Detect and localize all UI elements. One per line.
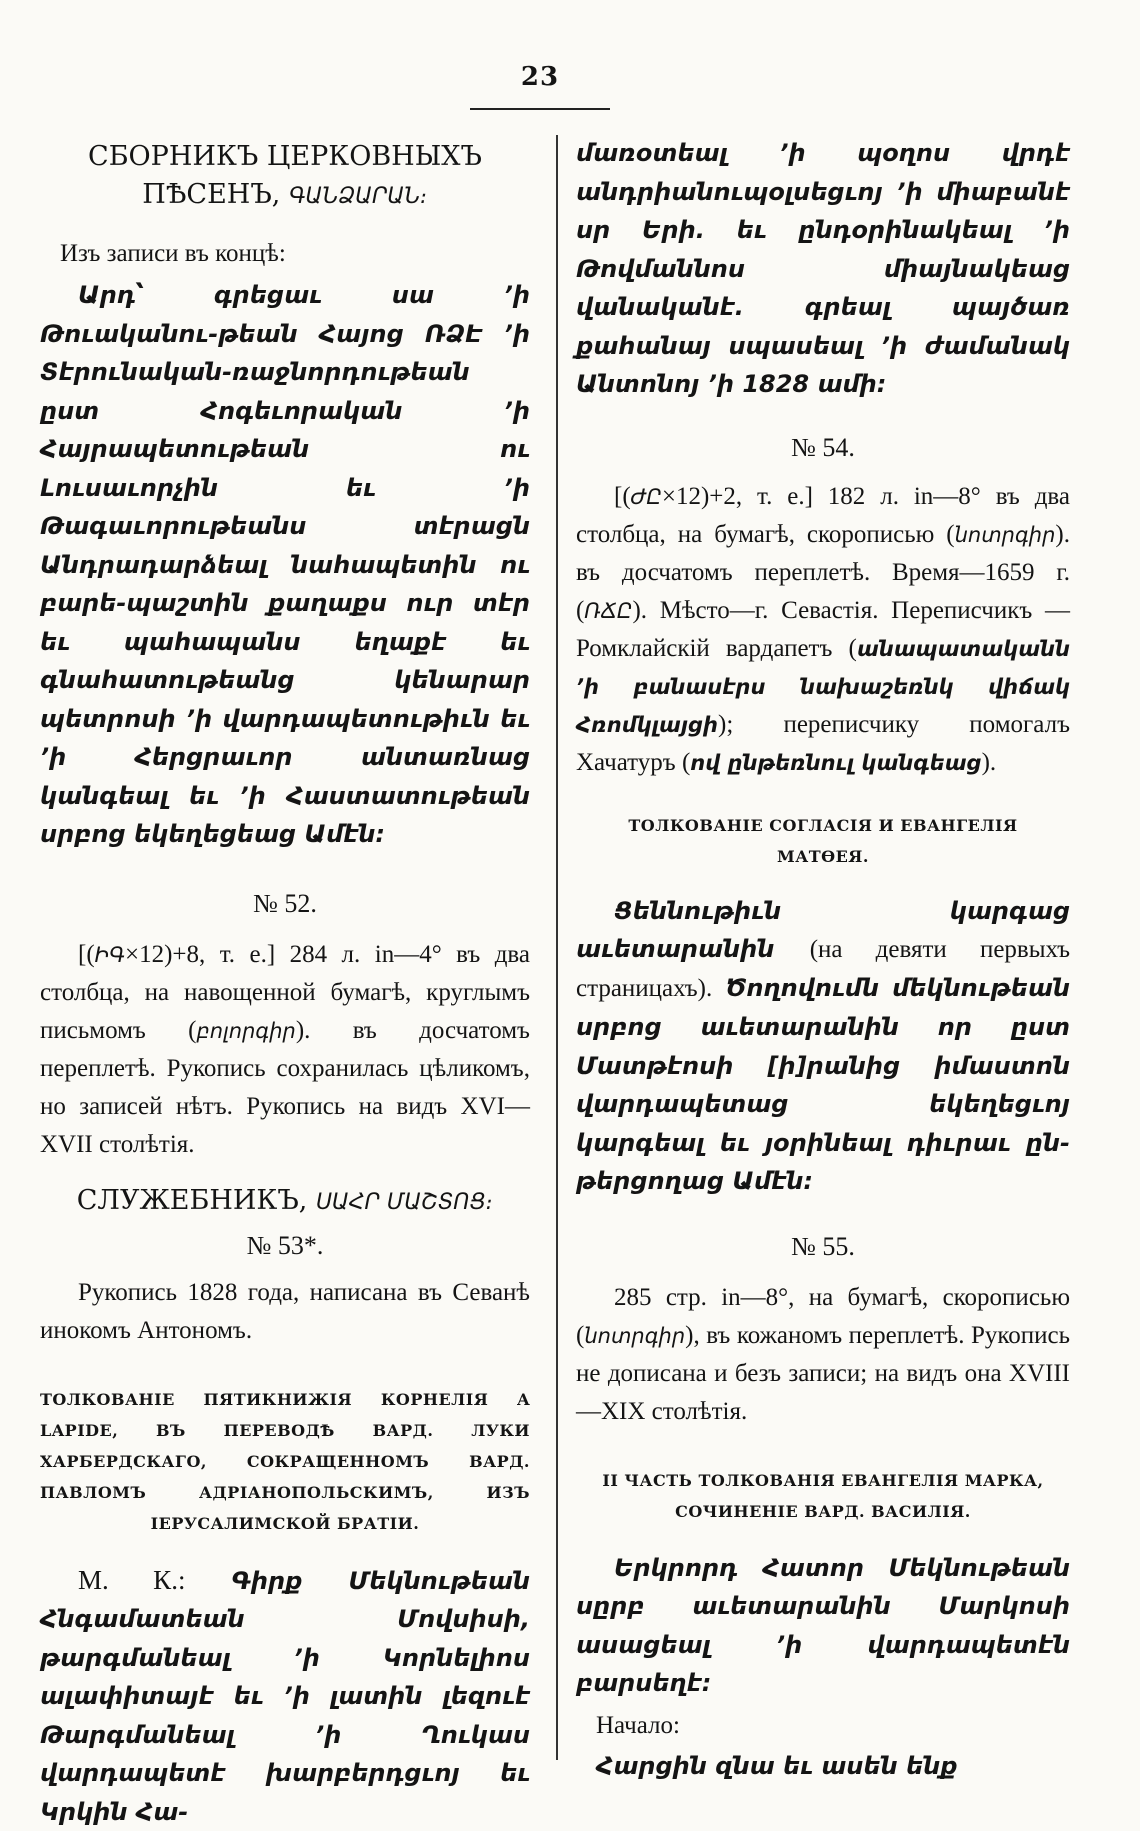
page-number: 23 bbox=[470, 62, 610, 92]
part2-marka-title: II ЧАСТЬ ТОЛКОВАНІЯ ЕВАНГЕЛІЯ МАРКА, СОЧИНЕНІЕ ВАРД. ВАСИЛІЯ. bbox=[576, 1465, 1070, 1527]
sbornik-heading-text: СБОРНИКЪ ЦЕРКОВНЫХЪ ПѢСЕНЪ, bbox=[88, 141, 482, 210]
sluzhebnik-heading bbox=[40, 1182, 530, 1222]
left-column bbox=[40, 138, 530, 1831]
entry-number-55: № 55. bbox=[576, 1227, 1070, 1267]
tolkovanie-soglasiya-title: ТОЛКОВАНІЕ СОГЛАСІЯ И ЕВАНГЕЛІЯ МАТѲЕЯ. bbox=[576, 810, 1070, 872]
desc54-arm-helper: ով ընթեռնուլ կանգեաց bbox=[690, 751, 981, 775]
desc54-part2: ×12)+2, т. e.] 182 л. in—8° въ два столбца, на бумагѣ, скорописью ( bbox=[576, 483, 1070, 548]
tolkovanie-soglasiya-text bbox=[576, 892, 1070, 1201]
desc52-arm-script: բոլորգիր bbox=[196, 1019, 295, 1043]
desc54-arm-script: նոտրգիր bbox=[955, 523, 1056, 547]
part2-armenian-text: Երկրորդ Հատոր Մեկնութեան սըրբ աւետարանին Մարկոսի ասացեալ ՚ի վարդապետէն բարսեղէ։ bbox=[576, 1549, 1070, 1703]
sbornik-heading-armenian: ԳԱՆՁԱՐԱՆ։ bbox=[289, 184, 428, 209]
sbornik-heading bbox=[40, 138, 530, 216]
nachalo-label: Начало: bbox=[596, 1707, 1070, 1745]
desc54-part5: ); переписчику помогалъ Хачатуръ ( bbox=[576, 711, 1070, 776]
colophon-53-continuation: մառօտեալ ՚ի պօղոս վրդէ անդրիանուպօլսեցւոյ ՚ի միաբանէ սր Երի. եւ ընդօրինակեալ ՚ի Թովմաննոս միայնակեաց վանականէ. գրեալ պայծառ քահանայ սպասեալ ՚ի ժամանակ Անտոնոյ ՚ի 1828 ամի։ bbox=[576, 134, 1070, 404]
desc52-arm-numeral: ԻԳ bbox=[95, 943, 125, 967]
desc52-part3: ). въ досчатомъ переплетѣ. Рукопись сохранилась цѣликомъ, но записей нѣтъ. Рукопись на видъ XVI—XVII столѣтія. bbox=[40, 1017, 530, 1158]
mk-armenian: Գիրք Մեկնութեան Հնգամատեան Մովսիսի, թարգմանեալ ՚ի Կորնելիոս ալափիտայէ եւ ՚ի լատին լեզուէ Թարգմանեալ ՚ի Ղուկաս վարդապետէ խարբերդցւոյ եւ Կրկին Հա- bbox=[40, 1567, 530, 1826]
sluzhebnik-heading-text: СЛУЖЕБНИКЪ, bbox=[77, 1185, 308, 1216]
desc52-part1: [( bbox=[78, 941, 95, 968]
desc54-arm-year: ՌՃԸ bbox=[584, 599, 632, 623]
desc54-arm-scribe: անապատականն ՚ի բանասէրս նախաշեռնկ վիճակ Հռոմկլայցի bbox=[576, 637, 1070, 737]
tolk2-russian-note: (на девяти первыхъ страницахъ). bbox=[576, 936, 1070, 1002]
page-number-rule bbox=[470, 108, 610, 110]
desc55-part1: 285 стр. in—8°, на бумагѣ, скорописью ( bbox=[576, 1284, 1070, 1349]
entry-number-53: № 53*. bbox=[40, 1226, 530, 1266]
column-divider bbox=[556, 135, 558, 1760]
mk-label: М. К.: bbox=[78, 1565, 185, 1595]
desc55-part2: ), въ кожаномъ переплетѣ. Рукопись не дописана и безъ записи; на видъ она XVIII—XIX столѣтія. bbox=[576, 1322, 1070, 1425]
desc55-arm-script: նոտրգիր bbox=[584, 1324, 685, 1348]
sluzhebnik-heading-armenian: ՍԱՀՐ ՄԱՇՏՈՑ։ bbox=[316, 1190, 493, 1215]
desc54-part3: ). въ досчатомъ переплетѣ. Время—1659 г.( bbox=[576, 521, 1070, 624]
desc54-part4: ). Мѣсто—г. Севастія. Переписчикъ — Ромклайскій вардапетъ ( bbox=[576, 597, 1070, 662]
entry-53-description: Рукопись 1828 года, написана въ Севанѣ инокомъ Антономъ. bbox=[40, 1274, 530, 1350]
entry-54-description bbox=[576, 478, 1070, 782]
desc54-part1: [( bbox=[614, 483, 631, 510]
colophon-intro: Изъ записи въ концѣ: bbox=[60, 234, 530, 274]
desc52-part2: ×12)+8, т. e.] 284 л. in—4° въ два столбца, на навощенной бумагѣ, круглымъ письмомъ ( bbox=[40, 941, 530, 1044]
tolk2-armenian-body: Ծողովումն մեկնութեան սրբոց աւետարանին որ ըստ Մատթէոսի [ի]րանից իմաստոն վարդապետաց եկեղեցւոյ կարգեալ եւ յօրինեալ դիւրաւ ըն-թերցողաց Ամէն։ bbox=[576, 974, 1070, 1195]
desc54-part6: ). bbox=[982, 749, 997, 776]
tolkovanie-pyatiknizhiya-title: ТОЛКОВАНІЕ ПЯТИКНИЖІЯ КОРНЕЛІЯ A LAPIDE, ВЪ ПЕРЕВОДѢ ВАРД. ЛУКИ ХАРБЕРДСКАГО, СОКРАЩЕННОМЪ ВАРД. ПАВЛОМЪ АДРІАНОПОЛЬСКИМЪ, ИЗЪ ІЕРУСАЛИМСКОЙ БРАТІИ. bbox=[40, 1384, 530, 1539]
entry-number-52: № 52. bbox=[40, 884, 530, 924]
desc54-arm-numeral: ԺԸ bbox=[631, 485, 662, 509]
mk-paragraph bbox=[40, 1561, 530, 1831]
entry-number-54: № 54. bbox=[576, 428, 1070, 468]
entry-55-description bbox=[576, 1279, 1070, 1431]
tolk2-armenian-title: Ցեննութիւն կարգաց աւետարանին bbox=[576, 897, 1070, 964]
nachalo-armenian: Հարցին զնա եւ ասեն ենք bbox=[596, 1747, 1070, 1786]
right-column bbox=[576, 138, 1070, 1785]
entry-52-description bbox=[40, 936, 530, 1164]
colophon-armenian: Արդ՝ գրեցաւ սա ՚ի Թուականու-թեան Հայոց ՌՁԷ ՚ի Տէրունական-ռաջնորդութեան ըստ Հոգեւորական ՚ի Հայրապետութեան ու Լուսաւորչին եւ ՚ի Թագաւորութեանս տէրացն Անդրադարձեալ նահապետին ու բարե-պաշտին քաղաքս ուր տէր եւ պահապանս եղաքէ եւ գնահատութեանց կենարար պետրոսի ՚ի վարդապետութիւն եւ ՚ի Հերցրաւոր անտառնաց կանգեալ եւ ՚ի Հաստատութեան սրբոց եկեղեցեաց Ամէն։ bbox=[40, 276, 530, 854]
